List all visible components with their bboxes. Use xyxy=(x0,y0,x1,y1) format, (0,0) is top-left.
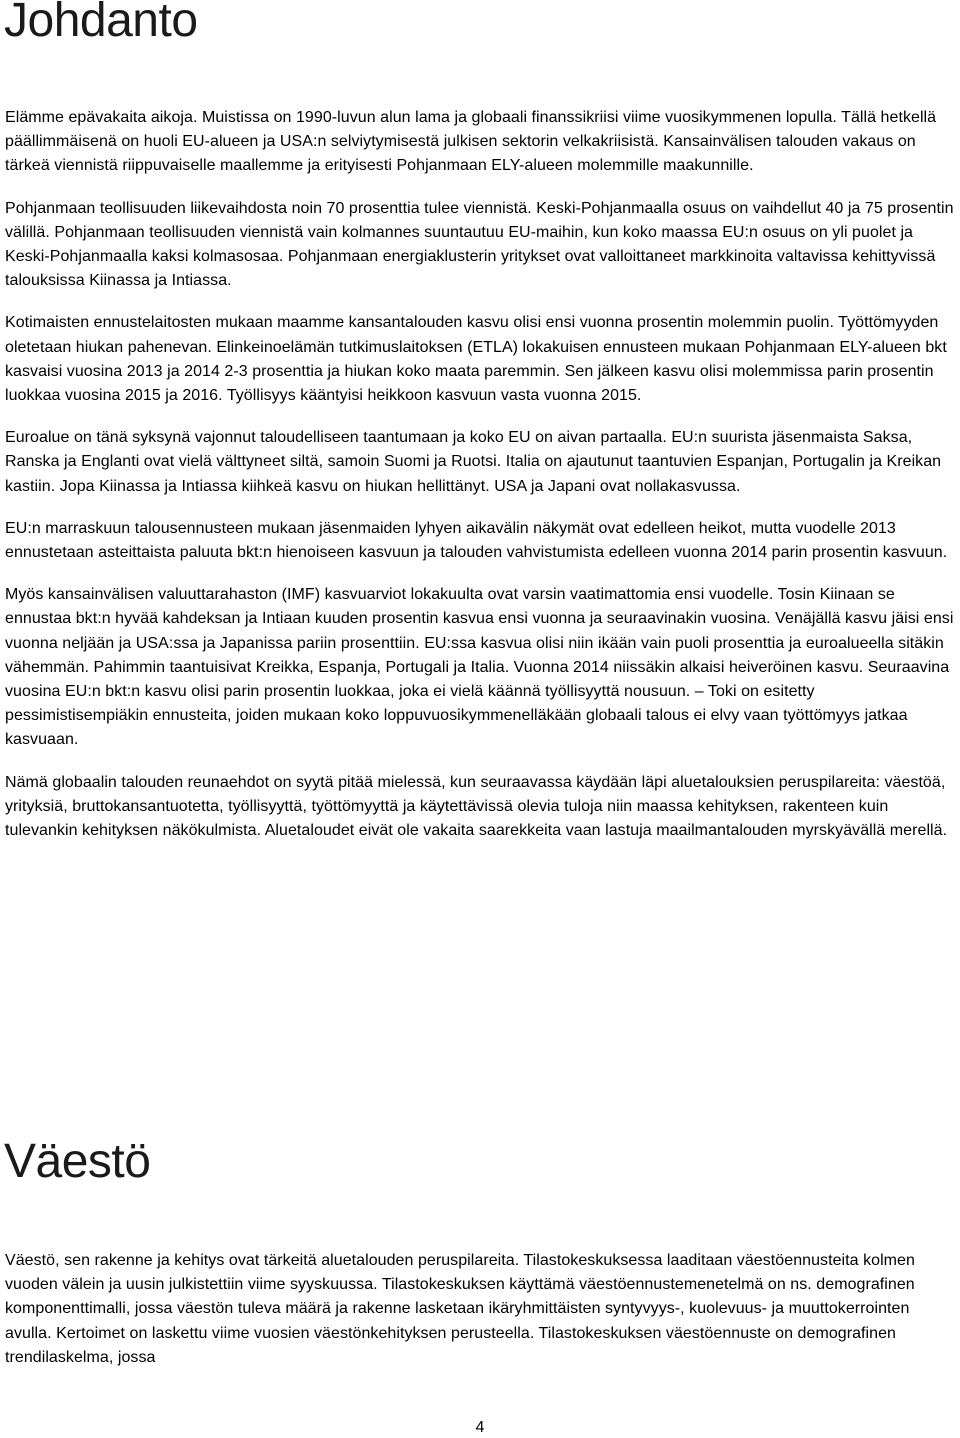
intro-paragraph-3: Kotimaisten ennustelaitosten mukaan maamme kansantalouden kasvu olisi ensi vuonna prosentin molemmin puolin. Työttömyyden oletetaan hiukan pahenevan. Elinkeinoelämän tutkimuslaitoksen (ETLA) lokakuisen ennusteen mukaan Pohjanmaan ELY-alueen bkt kasvaisi vuosina 2013 ja 2014 2-3 prosenttia ja hiukan koko maata paremmin. Sen jälkeen kasvu olisi molemmissa parin prosentin luokkaa vuosina 2015 ja 2016. Työllisyys kääntyisi heikkoon kasvuun vasta vuonna 2015. xyxy=(5,314,947,405)
population-section xyxy=(5,1249,960,1388)
population-paragraph-1: Väestö, sen rakenne ja kehitys ovat tärkeitä aluetalouden peruspilareita. Tilastokeskuksessa laaditaan väestöennusteita kolmen vuoden välein ja uusin julkistettiin viime syyskuussa. Tilastokeskuksen käyttämä väestöennustemenetelmä on ns. demografinen komponenttimalli, jossa väestön tuleva määrä ja rakenne lasketaan ikäryhmittäisten syntyvyys-, kuolevuus- ja muuttokerrointen avulla. Kertoimet on laskettu viime vuosien väestönkehityksen perusteella. Tilastokeskuksen väestöennuste on demografinen trendilaskelma, jossa xyxy=(5,1252,915,1366)
heading-johdanto: Johdanto xyxy=(4,0,198,47)
intro-paragraph-2: Pohjanmaan teollisuuden liikevaihdosta noin 70 prosenttia tulee viennistä. Keski-Pohjanmaalla osuus on vaihdellut 40 ja 75 prosentin välillä. Pohjanmaan teollisuuden viennistä vain kolmannes suuntautuu EU-maihin, kun koko maassa EU:n osuus on yli puolet ja Keski-Pohjanmaalla kaksi kolmasosaa. Pohjanmaan energiaklusterin yritykset ovat valloittaneet markkinoita valtavissa kehittyvissä talouksissa Kiinassa ja Intiassa. xyxy=(5,199,954,290)
intro-section xyxy=(5,106,960,861)
page-number: 4 xyxy=(475,1419,485,1436)
intro-paragraph-4: Euroalue on tänä syksynä vajonnut taloudelliseen taantumaan ja koko EU on aivan partaalla. EU:n suurista jäsenmaista Saksa, Ranska ja Englanti ovat vielä välttyneet siltä, samoin Suomi ja Ruotsi. Italia on ajautunut taantuvien Espanjan, Portugalin ja Kreikan kastiin. Jopa Kiinassa ja Intiassa kiihkeä kasvu on hiukan hellittänyt. USA ja Japani ovat nollakasvussa. xyxy=(5,429,942,495)
intro-paragraph-6: Myös kansainvälisen valuuttarahaston (IMF) kasvuarviot lokakuulta ovat varsin vaatimattomia ensi vuodelle. Tosin Kiinaan se ennustaa bkt:n hyvää kahdeksan ja Intiaan kuuden prosentin kasvua ensi vuonna ja seuraavinakin vuosina. Venäjällä kasvu jäisi ensi vuonna neljään ja USA:ssa ja Japanissa pariin prosenttiin. EU:ssa kasvua olisi niin ikään vain puoli prosenttia ja euroalueella sitäkin vähemmän. Pahimmin taantuisivat Kreikka, Espanja, Portugali ja Italia. Vuonna 2014 niissäkin alkaisi heiveröinen kasvu. Seuraavina vuosina EU:n bkt:n kasvu olisi parin prosentin luokkaa, joka ei vielä käännä työllisyyttä nousuun. – Toki on esitetty pessimistisempiäkin ennusteita, joiden mukaan koko loppuvuosikymmenelläkään globaali talous ei elvy vaan työttömyys jatkaa kasvuaan. xyxy=(5,586,954,749)
intro-paragraph-7: Nämä globaalin talouden reunaehdot on syytä pitää mielessä, kun seuraavassa käydään läpi aluetalouksien peruspilareita: väestöä, yrityksiä, bruttokansantuotetta, työllisyyttä, työttömyyttä ja käytettävissä olevia tuloja niin maassa kehityksen, rakenteen kuin tulevankin kehityksen näkökulmista. Aluetaloudet eivät ole vakaita saarekkeita vaan lastuja maailmantalouden myrskyävällä merellä. xyxy=(5,773,948,840)
intro-paragraph-5: EU:n marraskuun talousennusteen mukaan jäsenmaiden lyhyen aikavälin näkymät ovat edelleen heikot, mutta vuodelle 2013 ennustetaan asteittaista paluuta bkt:n hienoiseen kasvuun ja talouden vahvistumista edelleen vuonna 2014 parin prosentin kasvuun. xyxy=(5,519,948,562)
heading-vaesto: Väestö xyxy=(4,1135,151,1188)
intro-paragraph-1: Elämme epävakaita aikoja. Muistissa on 1990-luvun alun lama ja globaali finanssikriisi viime vuosikymmenen lopulla. Tällä hetkellä päällimmäisenä on huoli EU-alueen ja USA:n selviytymisestä julkisen sektorin velkakriisistä. Kansainvälisen talouden vakaus on tärkeä viennistä riippuvaiselle maallemme ja erityisesti Pohjanmaan ELY-alueen molemmille maakunnille. xyxy=(5,109,937,175)
